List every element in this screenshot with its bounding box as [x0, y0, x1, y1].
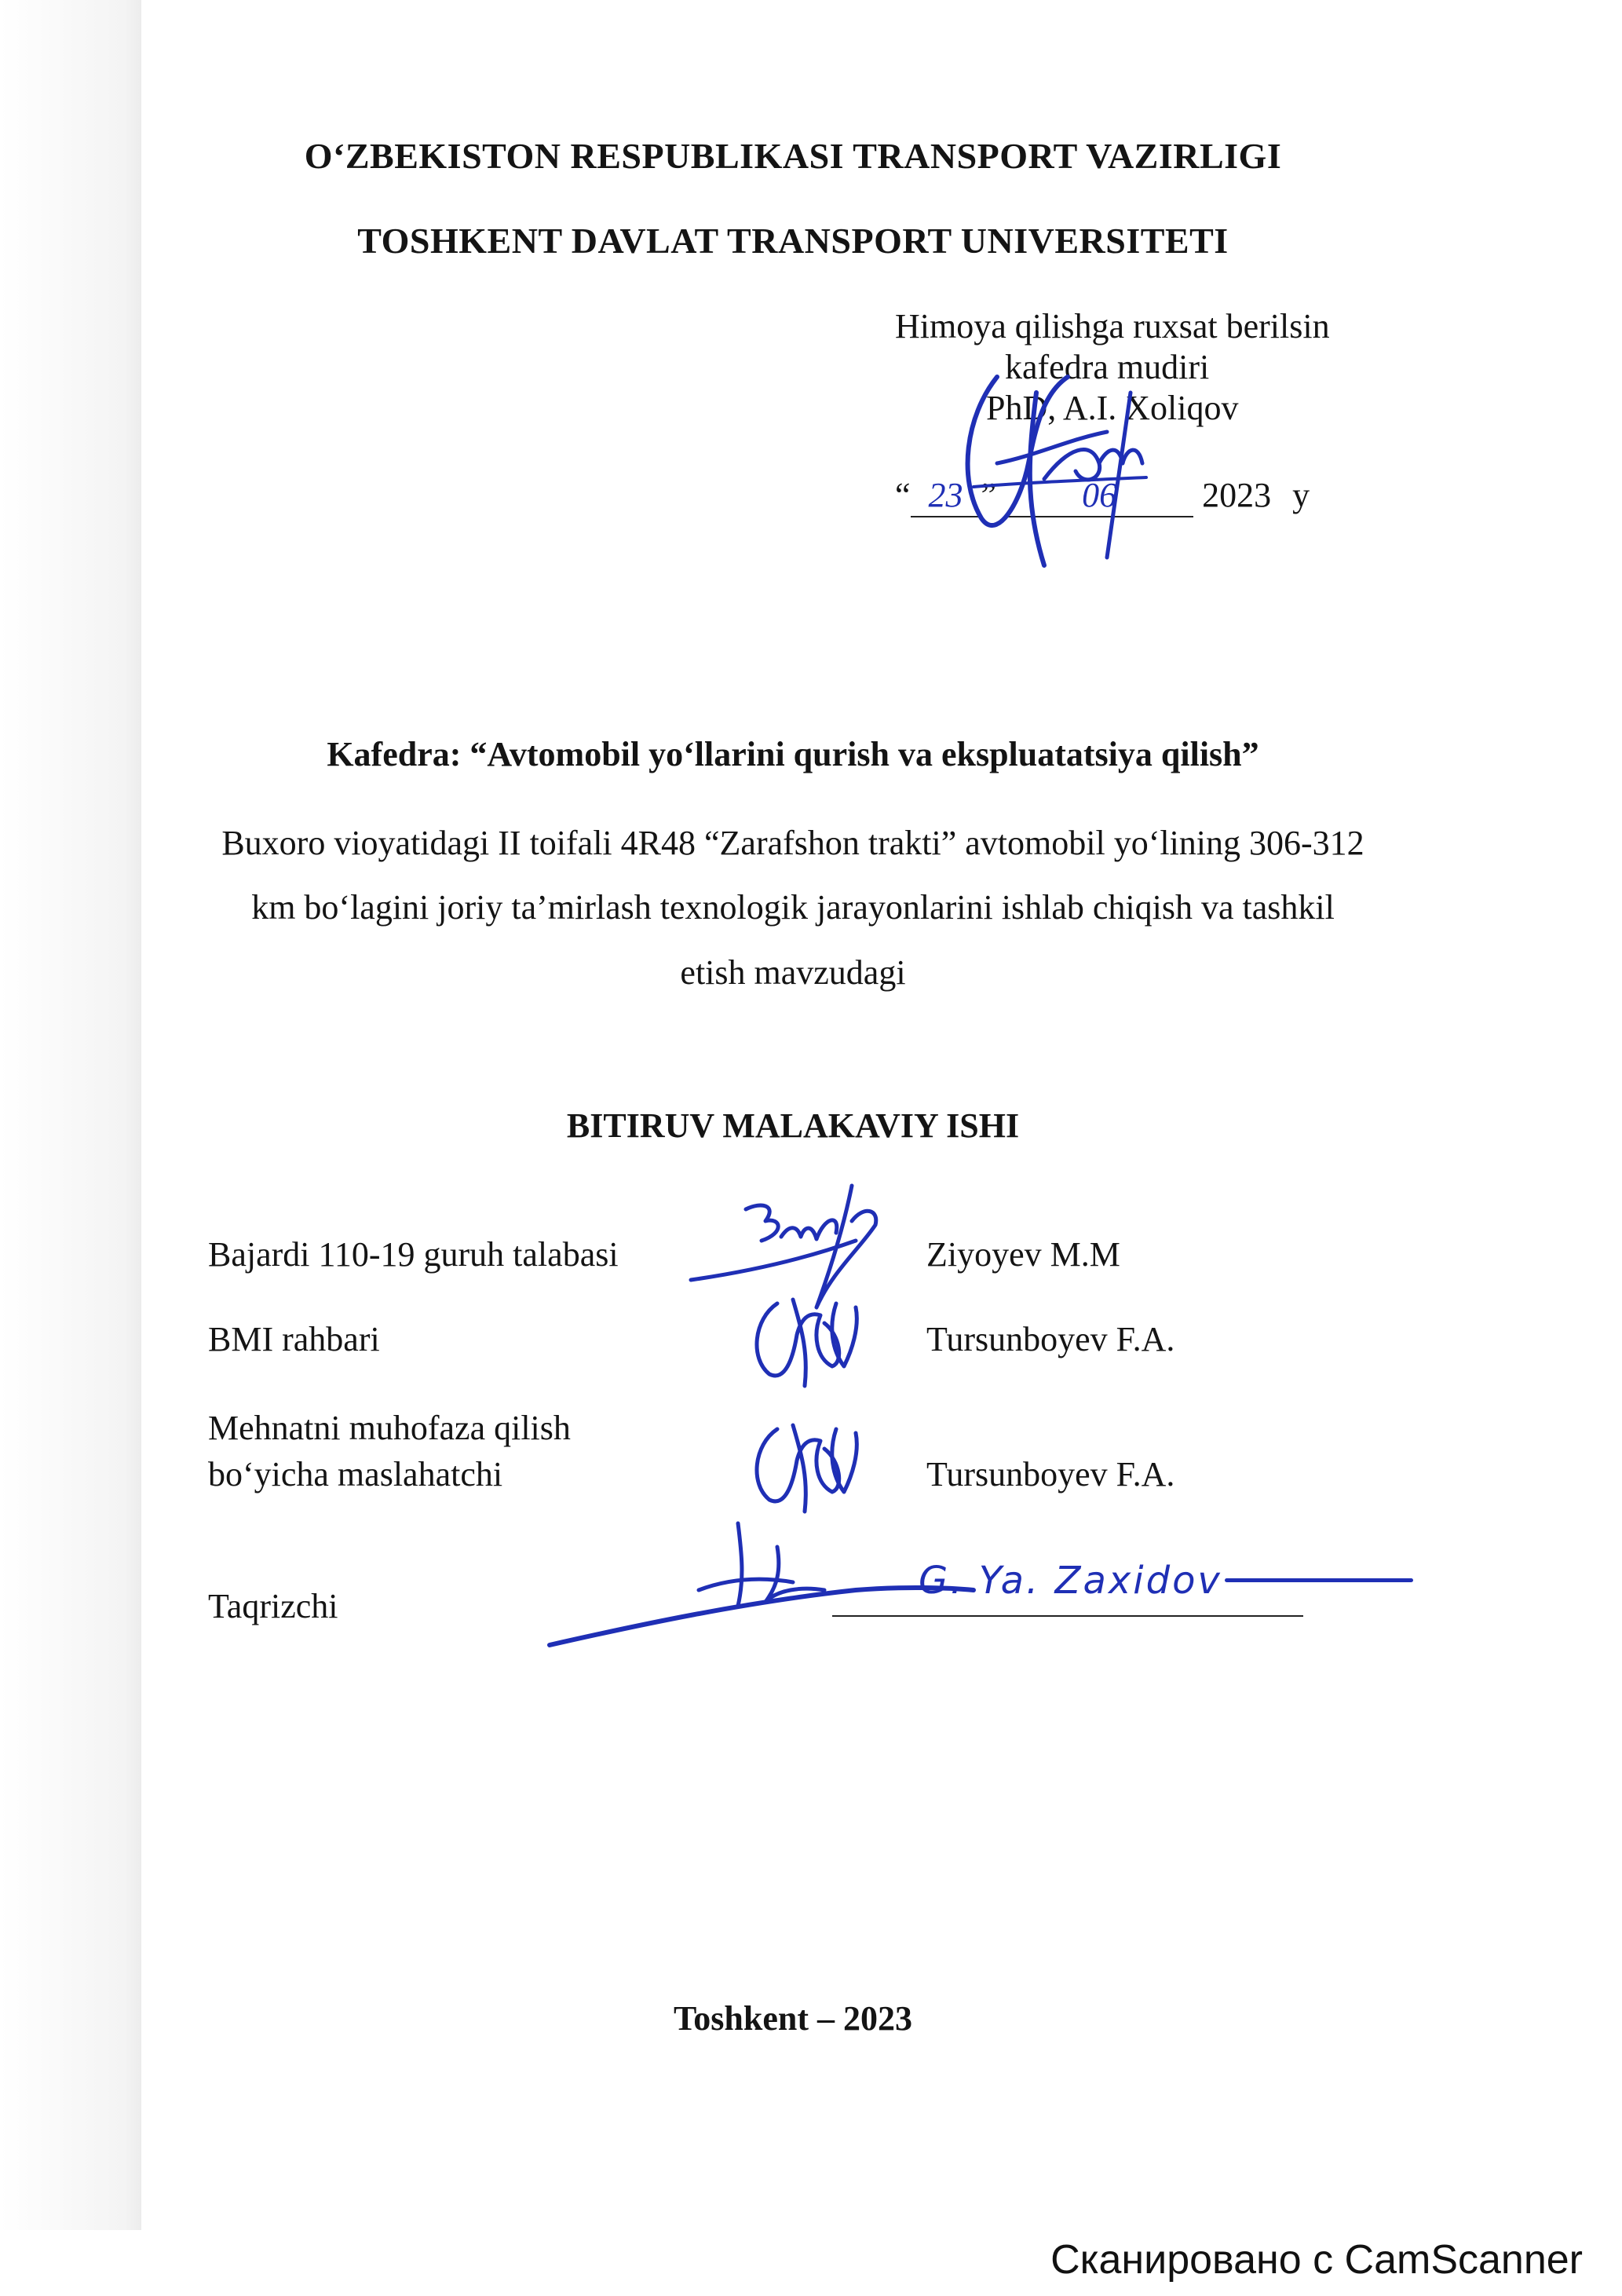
signatory-name-safety: Tursunboyev F.A.: [926, 1455, 1175, 1493]
date-close-quote: ”: [981, 476, 997, 514]
work-type-title: BITIRUV MALAKAVIY ISHI: [566, 1106, 1020, 1145]
date-month: 06: [1005, 475, 1193, 517]
signatory-role-safety: Mehnatni muhofaza qilish: [208, 1409, 571, 1447]
university-title: TOSHKENT DAVLAT TRANSPORT UNIVERSITETI: [357, 221, 1229, 261]
department-line: [141, 734, 1445, 774]
scan-left-edge: [0, 0, 141, 2296]
approval-line-3: PhD, A.I. Xoliqov: [986, 389, 1239, 427]
footer-city-year: Toshkent – 2023: [673, 1999, 913, 2038]
ministry-title: O‘ZBEKISTON RESPUBLIKASI TRANSPORT VAZIRLIGI: [304, 136, 1282, 176]
head-signature: [950, 345, 1154, 573]
topic-line-2: km bo‘lagini joriy ta’mirlash texnologik jarayonlarini ishlab chiqish va tashkil: [251, 888, 1335, 927]
signatory-role-safety-line2: bo‘yicha maslahatchi: [208, 1455, 503, 1493]
reviewer-name-underline-stroke: [1225, 1578, 1413, 1582]
department-label: Kafedra:: [327, 735, 462, 773]
signatory-role-student: Bajardi 110-19 guruh talabasi: [208, 1235, 619, 1274]
date-open-quote: “: [895, 476, 911, 514]
topic-line-3: etish mavzudagi: [680, 953, 906, 992]
signatory-role-reviewer: Taqrizchi: [208, 1587, 338, 1625]
department-name: “Avtomobil yo‘llarini qurish va ekspluatatsiya qilish”: [469, 735, 1259, 773]
supervisor-signature: [746, 1288, 871, 1390]
signatory-role-supervisor: BMI rahbari: [208, 1320, 380, 1358]
reviewer-signature: [542, 1515, 981, 1657]
date-day: 23: [911, 475, 981, 517]
camscanner-watermark: Сканировано с CamScanner: [1050, 2237, 1583, 2283]
date-year: 2023: [1202, 476, 1272, 514]
date-suffix: y: [1292, 476, 1310, 514]
signatory-name-reviewer: G. Ya. Zaxidov: [919, 1559, 1222, 1603]
document-page: [141, 0, 1622, 2230]
signatory-name-supervisor: Tursunboyev F.A.: [926, 1320, 1175, 1358]
reviewer-signature-line: [832, 1615, 1303, 1617]
signatory-name-student: Ziyoyev M.M: [926, 1235, 1120, 1274]
safety-consultant-signature: [746, 1413, 871, 1515]
topic-line-1: Buxoro vioyatidagi II toifali 4R48 “Zarafshon trakti” avtomobil yo‘lining 306-312: [221, 824, 1364, 862]
approval-line-2: kafedra mudiri: [1005, 348, 1210, 386]
approval-line-1: Himoya qilishga ruxsat berilsin: [895, 307, 1330, 345]
